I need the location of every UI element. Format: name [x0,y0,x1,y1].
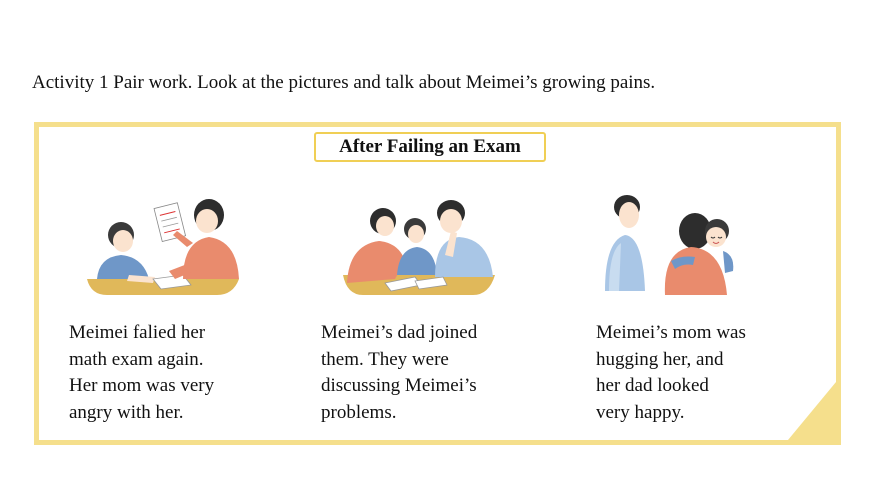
caption-scene-3 [596,320,746,426]
caption-line: them. They were [321,348,449,370]
caption-line: her dad looked [596,375,709,396]
caption-line: Meimei falied her [69,322,206,343]
story-panel [34,122,841,445]
caption-scene-1 [69,320,214,426]
scene-3-illustration [599,191,749,299]
activity-instruction: Activity 1 Pair work. Look at the pictures and talk about Meimei’s growing pains. [32,72,656,93]
caption-line: problems. [321,401,397,423]
caption-line: hugging her, and [596,348,724,370]
caption-line: very happy. [596,401,685,423]
caption-line: angry with her. [69,401,184,423]
caption-line: math exam again. [69,348,204,370]
panel-title: After Failing an Exam [314,132,546,162]
panel-corner-fold [788,382,836,440]
caption-line: discussing Meimei’s [321,375,477,396]
scene-1-illustration [83,191,243,299]
scene-2-illustration [339,191,499,299]
caption-scene-2 [321,320,477,426]
caption-line: Meimei’s dad joined [321,322,478,343]
caption-line: Her mom was very [69,375,215,396]
caption-line: Meimei’s mom was [596,322,746,343]
